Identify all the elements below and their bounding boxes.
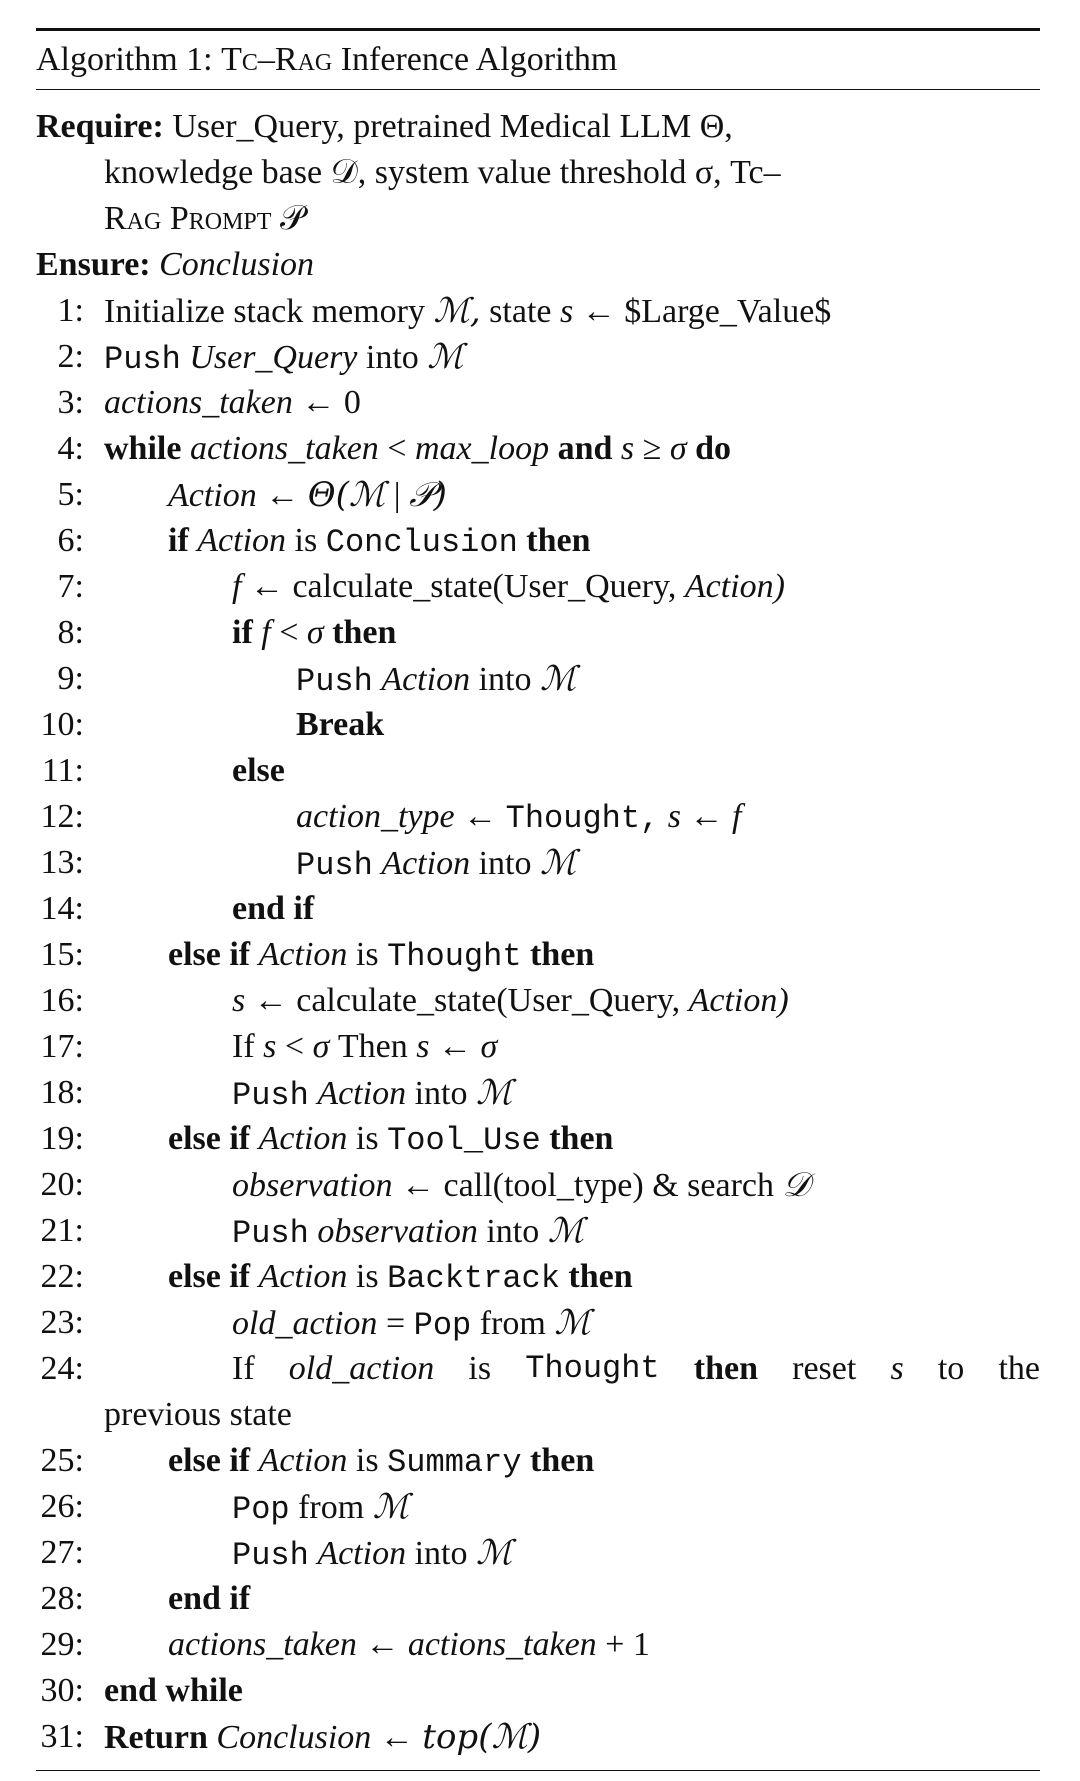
line-text: end while [104, 1672, 243, 1709]
algorithm-line [36, 1116, 1040, 1162]
algorithm-line [36, 1576, 1040, 1622]
algorithm-line [36, 1070, 1040, 1116]
algorithm-block [36, 28, 1040, 1771]
line-text: actions_taken ← 0 [104, 384, 361, 421]
line-number: 27: [40, 1534, 84, 1571]
line-number: 5: [57, 476, 84, 513]
line-number: 10: [40, 706, 84, 743]
line-number: 8: [57, 614, 84, 651]
require-line-1 [36, 104, 1040, 150]
line-text: Push User_Query into ℳ [104, 337, 464, 378]
line-number: 11: [41, 752, 84, 789]
title-rule [36, 89, 1040, 90]
algorithm-line [36, 656, 1040, 702]
line-text: If s < σ Then s ← σ [232, 1028, 498, 1065]
line-number: 26: [40, 1488, 84, 1525]
algorithm-line [36, 472, 1040, 518]
line-text: Push Action into ℳ [232, 1073, 513, 1114]
line-number: 2: [57, 338, 84, 375]
line-number: 21: [40, 1212, 84, 1249]
require-text-1: User_Query, pretrained Medical LLM Θ, [172, 108, 733, 145]
line-number: 4: [57, 430, 84, 467]
line-text: Break [296, 706, 385, 743]
line-number: 6: [57, 522, 84, 559]
algorithm-line [36, 702, 1040, 748]
line-number: 1: [57, 292, 84, 329]
line-text: f ← calculate_state(User_Query, Action) [232, 568, 785, 605]
require-block [36, 104, 1040, 288]
ensure-line [36, 242, 1040, 288]
line-number: 16: [40, 982, 84, 1019]
line-number: 29: [40, 1626, 84, 1663]
line-text: actions_taken ← actions_taken + 1 [168, 1626, 650, 1663]
line-text: old_action = Pop from ℳ [232, 1303, 591, 1344]
algorithm-lines [36, 288, 1040, 1760]
line-number: 31: [40, 1718, 84, 1755]
require-line-3 [36, 196, 1040, 242]
line-number: 9: [57, 660, 84, 697]
line-text: Initialize stack memory ℳ, state s ← $Large_Value$ [104, 291, 832, 331]
algorithm-line [36, 1484, 1040, 1530]
line-text: else if Action is Summary then [168, 1442, 595, 1481]
line-number: 7: [57, 568, 84, 605]
title-name: Tc–Rag [221, 41, 333, 78]
algorithm-line [36, 840, 1040, 886]
line-text: Push Action into ℳ [232, 1533, 513, 1574]
line-number: 18: [40, 1074, 84, 1111]
title-suffix: Inference Algorithm [332, 41, 618, 78]
algorithm-line [36, 1622, 1040, 1668]
algorithm-title [36, 31, 1040, 89]
algorithm-line [36, 380, 1040, 426]
line-number: 19: [40, 1120, 84, 1157]
require-label: Require: [36, 108, 164, 145]
line-number: 12: [40, 798, 84, 835]
line-text: If old_action is Thought then reset s to the [232, 1350, 1040, 1387]
require-text-3: Rag Prompt 𝒫 [104, 200, 305, 237]
line-text: else if Action is Tool_Use then [168, 1120, 614, 1159]
algorithm-line [36, 794, 1040, 840]
algorithm-line [36, 334, 1040, 380]
line-text: Return Conclusion ← top(ℳ) [104, 1717, 542, 1757]
line-text: Push Action into ℳ [296, 659, 577, 700]
algorithm-line [36, 748, 1040, 794]
line-text: action_type ← Thought, s ← f [296, 798, 742, 837]
algorithm-line [36, 426, 1040, 472]
line-text: end if [232, 890, 315, 927]
ensure-text: Conclusion [159, 246, 315, 283]
algorithm-line [36, 564, 1040, 610]
require-text-2: knowledge base 𝒟, system value threshold σ, Tc– [104, 154, 781, 191]
line-number: 25: [40, 1442, 84, 1479]
algorithm-line [36, 932, 1040, 978]
line-number: 24: [40, 1350, 84, 1387]
line-number: 30: [40, 1672, 84, 1709]
algorithm-line [36, 1254, 1040, 1300]
line-text: if Action is Conclusion then [168, 522, 591, 561]
algorithm-line [36, 1530, 1040, 1576]
line-wrap-text: previous state [104, 1396, 292, 1433]
line-number: 3: [57, 384, 84, 421]
line-text: Push Action into ℳ [296, 843, 577, 884]
line-number: 28: [40, 1580, 84, 1617]
algorithm-line [36, 1346, 1040, 1392]
line-text: while actions_taken < max_loop and s ≥ σ do [104, 430, 732, 467]
line-number: 22: [40, 1258, 84, 1295]
line-text: end if [168, 1580, 251, 1617]
line-text: s ← calculate_state(User_Query, Action) [232, 982, 789, 1019]
algorithm-line [36, 288, 1040, 334]
algorithm-line [36, 1162, 1040, 1208]
line-number: 23: [40, 1304, 84, 1341]
line-text: else if Action is Backtrack then [168, 1258, 633, 1297]
line-text: else if Action is Thought then [168, 936, 595, 975]
line-number: 14: [40, 890, 84, 927]
line-text: Push observation into ℳ [232, 1211, 585, 1252]
line-number: 15: [40, 936, 84, 973]
algorithm-line [36, 978, 1040, 1024]
algorithm-line [36, 518, 1040, 564]
algorithm-line [36, 1024, 1040, 1070]
algorithm-line [36, 886, 1040, 932]
algorithm-line [36, 1208, 1040, 1254]
algorithm-line [36, 1438, 1040, 1484]
line-number: 13: [40, 844, 84, 881]
algorithm-line [36, 1668, 1040, 1714]
line-number: 20: [40, 1166, 84, 1203]
line-text: Action ← Θ(ℳ | 𝒫) [168, 475, 447, 515]
line-text: if f < σ then [232, 614, 397, 651]
line-text: Pop from ℳ [232, 1487, 410, 1528]
title-prefix: Algorithm 1: [36, 41, 222, 78]
bottom-rule [36, 1770, 1040, 1771]
line-text: observation ← call(tool_type) & search 𝒟 [232, 1165, 810, 1205]
algorithm-line [36, 1714, 1040, 1760]
algorithm-line [36, 610, 1040, 656]
require-line-2 [36, 150, 1040, 196]
line-text: else [232, 752, 285, 789]
ensure-label: Ensure: [36, 246, 151, 283]
algorithm-line [36, 1300, 1040, 1346]
line-number: 17: [40, 1028, 84, 1065]
